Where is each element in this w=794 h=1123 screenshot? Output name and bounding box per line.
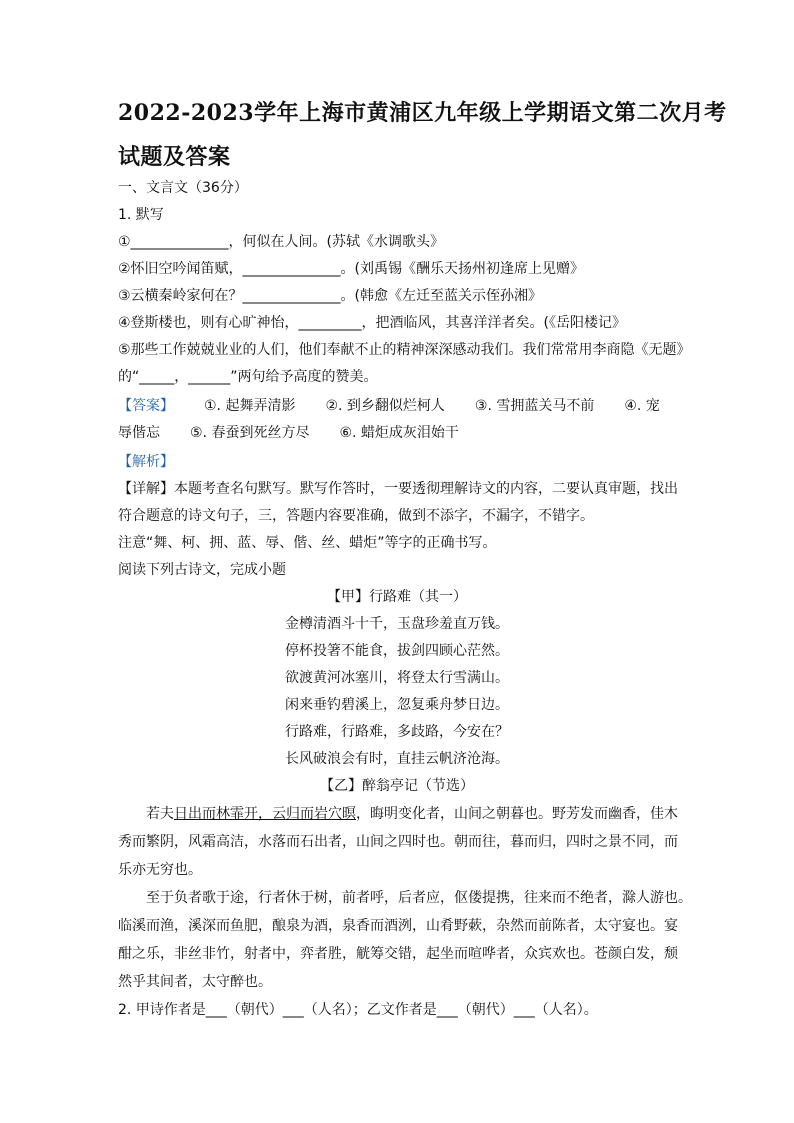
analysis-detail-line [118, 479, 678, 499]
poem-line: 行路难，行路难，多歧路，今安在？ [285, 724, 509, 740]
prose-paragraph-1-line: 秀而繁阴，风霜高洁，水落而石出者，山间之四时也。朝而往，暮而归，四时之景不同，而 [118, 834, 678, 850]
prose-paragraph-2-line: 至于负者歌于途，行者休于树，前者呼，后者应，伛偻提携，往来而不绝者，滁人游也。 [146, 890, 692, 906]
reading-intro: 阅读下列古诗文，完成小题 [118, 562, 286, 578]
poem-line: 金樽清酒斗十千，玉盘珍羞直万钱。 [285, 616, 509, 632]
answer-line [118, 396, 660, 416]
question-2: 2. 甲诗作者是___（朝代）___（人名）；乙文作者是___（朝代）___（人名）。 [118, 1002, 598, 1018]
answer-item: 辱偕忘 [118, 425, 160, 441]
analysis-tag: 【解析】 [118, 454, 174, 470]
poem-line: 欲渡黄河冰塞川，将登太行雪满山。 [285, 670, 509, 686]
question-1-item: ①______________，何似在人间。(苏轼《水调歌头》 [118, 234, 445, 250]
answer-item: ②. 到乡翻似烂柯人 [325, 398, 445, 414]
poem-line: 停杯投箸不能食，拔剑四顾心茫然。 [285, 643, 509, 659]
answer-item: ⑥. 蜡炬成灰泪始干 [339, 425, 459, 441]
answer-tag: 【答案】 [118, 398, 174, 414]
analysis-detail-line: 符合题意的诗文句子，三，答题内容要准确，做到不添字，不漏字，不错字。 [118, 508, 594, 524]
prose-text: ，晦明变化者，山间之朝暮也。野芳发而幽香，佳木 [356, 806, 678, 822]
prose-paragraph-1-line: 乐亦无穷也。 [118, 862, 202, 878]
prose-paragraph-1-line [146, 804, 678, 824]
poem-jia-heading: 【甲】行路难（其一） [327, 589, 467, 605]
prose-paragraph-2-line: 酣之乐，非丝非竹，射者中，弈者胜，觥筹交错，起坐而喧哗者，众宾欢也。苍颜白发，颓 [118, 946, 678, 962]
document-title-line-2: 试题及答案 [118, 144, 231, 170]
question-1-item: ②怀旧空吟闻笛赋，______________。(刘禹锡《酬乐天扬州初逢席上见赠》 [118, 261, 585, 277]
prose-paragraph-2-line: 然乎其间者，太守醉也。 [118, 974, 272, 990]
detail-tag: 【详解】 [118, 481, 174, 497]
question-1-label: 1. 默写 [118, 207, 164, 223]
prose-paragraph-2-line: 临溪而渔，溪深而鱼肥，酿泉为酒，泉香而酒洌，山肴野蔌，杂然而前陈者，太守宴也。宴 [118, 918, 678, 934]
analysis-note: 注意“舞、柯、拥、蓝、辱、偕、丝、蜡炬”等字的正确书写。 [118, 535, 497, 551]
question-1-item: ⑤那些工作兢兢业业的人们，他们奉献不止的精神深深感动我们。我们常常用李商隐《无题》 [118, 342, 691, 358]
section-heading: 一、文言文（36分） [118, 180, 248, 196]
question-1-item: ④登斯楼也，则有心旷神怡，_________，把酒临风，其喜洋洋者矣。(《岳阳楼记》 [118, 315, 627, 331]
poem-line: 闲来垂钓碧溪上，忽复乘舟梦日边。 [285, 697, 509, 713]
answer-line-2 [118, 423, 459, 443]
answer-item: ⑤. 春蚕到死丝方尽 [190, 425, 310, 441]
answer-item: ③. 雪拥蓝关马不前 [474, 398, 595, 414]
prose-text: 若夫 [146, 806, 174, 822]
prose-underlined-text: 日出而林霏开，云归而岩穴暝 [174, 806, 356, 822]
question-1-item: 的“_____，______”两句给予高度的赞美。 [118, 369, 378, 385]
document-title-line-1: 2022-2023学年上海市黄浦区九年级上学期语文第二次月考 [118, 100, 727, 126]
answer-item: ④. 宠 [624, 398, 660, 414]
prose-yi-heading: 【乙】醉翁亭记（节选） [320, 778, 474, 794]
question-1-item: ③云横秦岭家何在？______________。(韩愈《左迁至蓝关示侄孙湘》 [118, 288, 543, 304]
answer-item: ①. 起舞弄清影 [204, 398, 296, 414]
poem-line: 长风破浪会有时，直挂云帆济沧海。 [285, 751, 509, 767]
detail-text: 本题考查名句默写。默写作答时，一要透彻理解诗文的内容，二要认真审题，找出 [174, 481, 678, 497]
